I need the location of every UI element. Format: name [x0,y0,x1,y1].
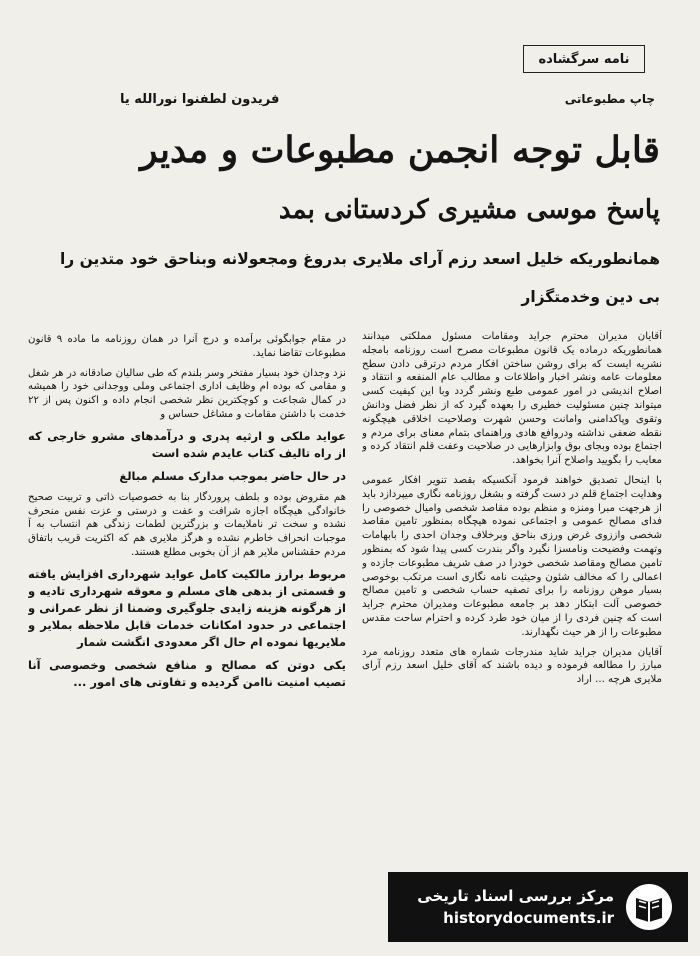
paragraph: هم مقروض بوده و بلطف پروردگار بنا به خصوصیات ذاتی و تربیت صحیح خانوادگی هیچگاه اجازه شرافت و عفت و درستی و عزت نفس منحرف نشده و سخت تر ناملایمات و بزرگترین لطمات زندگی هم انتساب به آ موجبات انحراف خاطرم نشده و هرگز ملایری هم که اکثریت قریب باتفاق مردم حقشناس ملایر هم از آن بخوبی مطلع هستند. [28,491,346,558]
subheadline: پاسخ موسی مشیری کردستانی بمد [278,195,660,225]
paragraph: در مقام جوابگوئی برآمده و درج آنرا در همان روزنامه ما ماده ۹ قانون مطبوعات تقاضا نماید. [28,334,346,359]
watermark-persian-text: مرکز بررسی اسناد تاریخی [417,887,614,905]
author-byline: فریدون لطفنوا نورالله یا [120,92,280,107]
section-label: نامه سرگشاده [523,45,645,73]
watermark-url: historydocuments.ir [443,909,614,927]
emphasized-paragraph: عوايد ملکی و ارثیه پدری و درآمدهای مشرو خارجی که از راه تالیف کتاب عایدم شده است [28,428,346,460]
paragraph: با اینحال تصدیق خواهند فرمود آنکسیکه بقصد تنویر افکار عمومی وهدایت اجتماع قلم در دست گرفته و بشغل روزنامه نگاری میپردازد باید از هرجهت مبرا ومنزه و منظم بوده مقاصد شخصی واميال خصوصی را فدای مصالح عمومی و اجتماعی نموده هیچگاه بمنظور تامین مقاصد شخصی واززوی غرض ورزی بناحق وبرخلاف وجدان احدی را بابهامات وتهمت وفضیحت ونامسزا نگیرد واگر بندرت کسی پیدا شود که بمنظور تامین مصالح ومقاصد شخصی خودرا در صف شریف مطبوعات جازده و اعمالی را که مخالف شئون وحیثیت نامه نگاری است مرتکب بوخوصی بسیار موهن روزنامه را برای تصفیه حساب شخصی و تامین مصالح خصوصی آلت ابتکار دهد بر جامعه مطبوعات ومدیران محترم جراید است که چنین فردی را از میان خود طرد کرده و احترام ساحت مقدس مطبوعات را از هر حیث نگهدارند. [362,474,662,638]
publication-tag: چاپ مطبوعاتی [564,92,655,106]
article-column-left [28,333,346,893]
headline: قابل توجه انجمن مطبوعات و مدیر [140,129,660,171]
paragraph: آقایان مدیران محترم جراید ومقامات مسئول مملکتی میدانند همانطوریکه درماده یک قانون مطبوعات مصرح است روزنامه بامجله نشریه ایست که برای روشن ساختن افکار مردم درترقی دادن سطح معلومات عامه ونشر اخبار واطلاعات و مطالب عام المنفعه و انتقاد و اصلاح اندیشی در امور عمومی طبع ونشر گردد وبا این کیفیت کسی میتواند چنین مسئولیت خطیری را بعهده گیرد که از نظر فضل ودانش وتقوی وپاکدامنی وامانت وحسن شهرت وصلاحیت اخلاقی هیچگونه نقطه ضعفی نداشته ودروافع هادی وراهنمای بتمام معنای برای مردم و اجتماع بوده وبجای بوق وابزارهایی در صلاحیت وعفت قلم انتقاد کرده و معایب را بگویید واصلاح آنرا بخواهد. [362,331,662,467]
article-column-right [362,330,662,890]
lede-paragraph: همانطوریکه خلیل اسعد رزم آرای ملایری بدروغ ومجعولانه وبناحق خود متدین را بی دین وخدمتگزار [59,250,660,306]
emphasized-paragraph: مربوط برارز مالکیت کامل عواید شهرداری افزایش یافته و قسمتی از بدهی های مسلم و معوقه شهرداری تادیه و از هرگونه هزینه زایدی جلوگیری وضمنا از نظر عمرانی و اجتماعی در حدود امکانات خدمات قابل ملاحظه بملایر و ملایریها نموده ام حال اگر معدودی انگشت شمار [28,566,346,649]
book-logo-icon [624,882,674,932]
emphasized-paragraph: در حال حاضر بموجب مدارک مسلم مبالغ [119,468,346,483]
archive-watermark [388,872,688,942]
paragraph: نزد وجدان خود بسیار مفتخر وسر بلندم که طی سالیان صادقانه در هر شغل و مقامی که بوده ام وظایف اداری اجتماعی وملی ووجدانی خود را همیشه در کمال شجاعت و کوچکترین نظر شخصی انجام داده و اکنون پس از ۲۲ خدمت با داشتن مقامات و مشاغل حساس و [28,367,346,420]
paragraph: آقایان مدیران جراید شاید مندرجات شماره های متعدد روزنامه مرد مبارز را مطالعه فرموده و دیده باشند که آقای خلیل اسعد رزم آرای ملایری هرچه ... اراد [362,646,662,686]
emphasized-paragraph: یکی دوتن که مصالح و منافع شخصی وخصوصی آنا تصیب امنیت ناامن گردیده و تفاوتی های امور ... [28,657,346,689]
